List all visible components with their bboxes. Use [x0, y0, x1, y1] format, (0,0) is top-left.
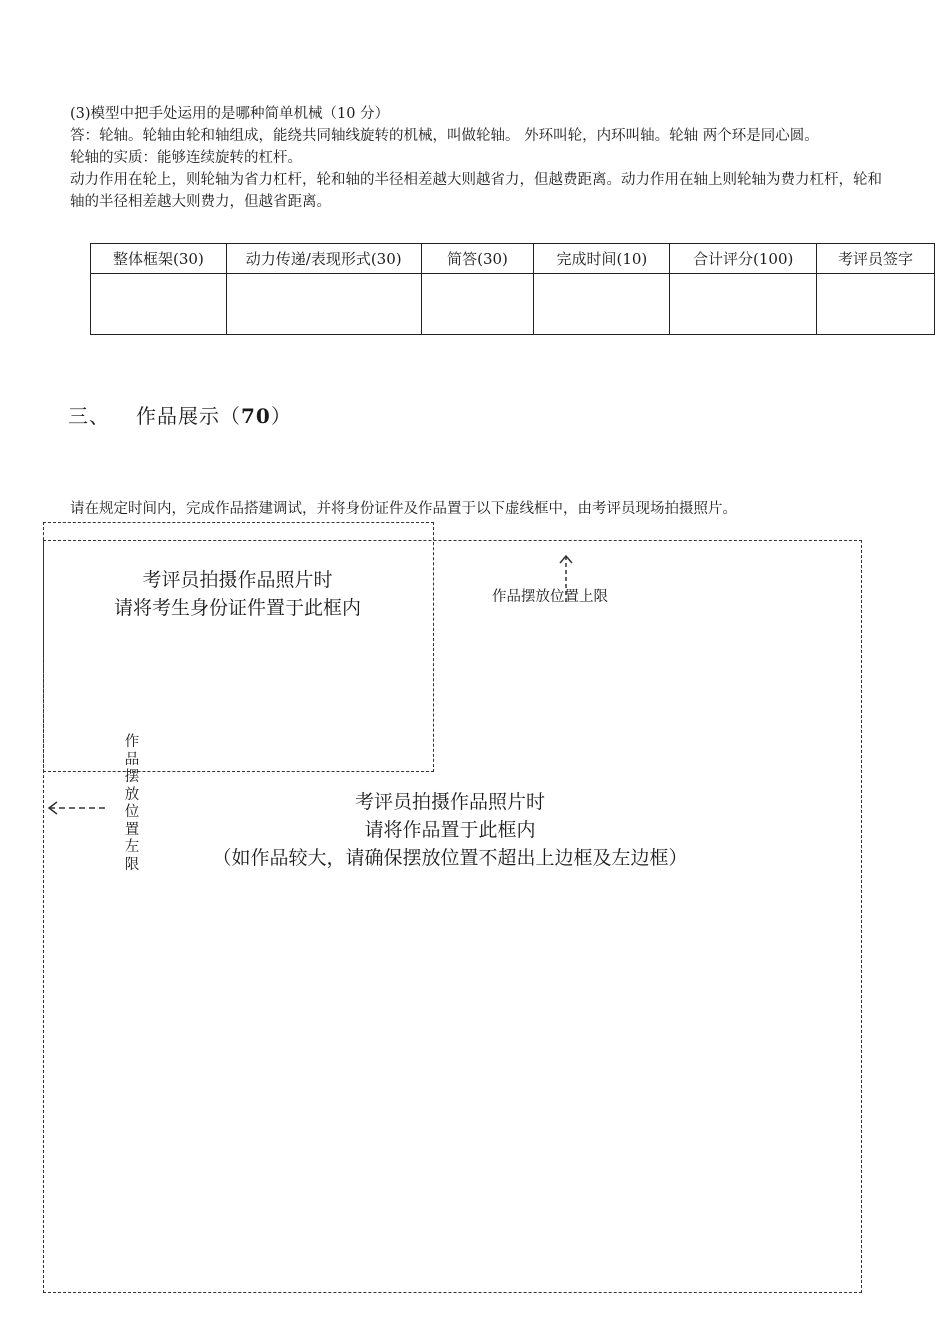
score-cell-total-score[interactable] [670, 274, 817, 335]
header-framework: 整体框架(30) [91, 244, 227, 274]
work-box-line-2: 请将作品置于此框内 [364, 819, 536, 841]
section-title-text: 作品展示（ [136, 404, 241, 428]
question-title: (3)模型中把手处运用的是哪种简单机械（10 分） [70, 106, 390, 122]
score-table [90, 243, 935, 335]
header-power-transmission: 动力传递/表现形式(30) [226, 244, 421, 274]
left-arrow-icon [46, 799, 108, 817]
score-cell-completion-time[interactable] [534, 274, 670, 335]
score-cell-framework[interactable] [91, 274, 227, 335]
work-box-line-3: （如作品较大，请确保摆放位置不超出上边框及左边框） [212, 847, 688, 869]
id-box-line-1: 考评员拍摄作品照片时 [142, 569, 333, 591]
header-total-score: 合计评分(100) [670, 244, 817, 274]
upper-limit-label: 作品摆放位置上限 [492, 589, 608, 605]
section-points: 70 [241, 404, 271, 428]
score-table-header-row [91, 244, 935, 274]
id-card-placement-box [43, 522, 434, 772]
score-cell-short-answer[interactable] [421, 274, 534, 335]
question-block [70, 103, 890, 213]
answer-paragraph-1: 答：轮轴。轮轴由轮和轴组成，能绕共同轴线旋转的机械，叫做轮轴。 外环叫轮，内环叫轴。轮轴 两个环是同心圆。 [70, 128, 819, 144]
answer-paragraph-3: 动力作用在轮上，则轮轴为省力杠杆，轮和轴的半径相差越大则越省力，但越费距离。动力作用在轴上则轮轴为费力杠杆，轮和轴的半径相差越大则费力，但越省距离。 [70, 172, 882, 210]
section-heading [68, 400, 292, 429]
work-box-line-1: 考评员拍摄作品照片时 [354, 791, 545, 813]
score-table-entry-row [91, 274, 935, 335]
instruction-text: 请在规定时间内，完成作品搭建调试，并将身份证件及作品置于以下虚线框中，由考评员现场拍摄照片。 [70, 501, 737, 517]
header-short-answer: 简答(30) [421, 244, 534, 274]
header-examiner-signature: 考评员签字 [817, 244, 935, 274]
score-cell-examiner-signature[interactable] [817, 274, 935, 335]
work-box-text [120, 788, 780, 872]
section-number: 三、 [68, 404, 110, 428]
left-limit-label: 作品摆放位置左限 [124, 734, 140, 873]
answer-paragraph-2: 轮轴的实质：能够连续旋转的杠杆。 [70, 150, 302, 166]
id-box-text [43, 566, 432, 622]
id-box-line-2: 请将考生身份证件置于此框内 [113, 597, 361, 619]
header-completion-time: 完成时间(10) [534, 244, 670, 274]
section-title-close: ） [270, 404, 292, 428]
score-cell-power-transmission[interactable] [226, 274, 421, 335]
